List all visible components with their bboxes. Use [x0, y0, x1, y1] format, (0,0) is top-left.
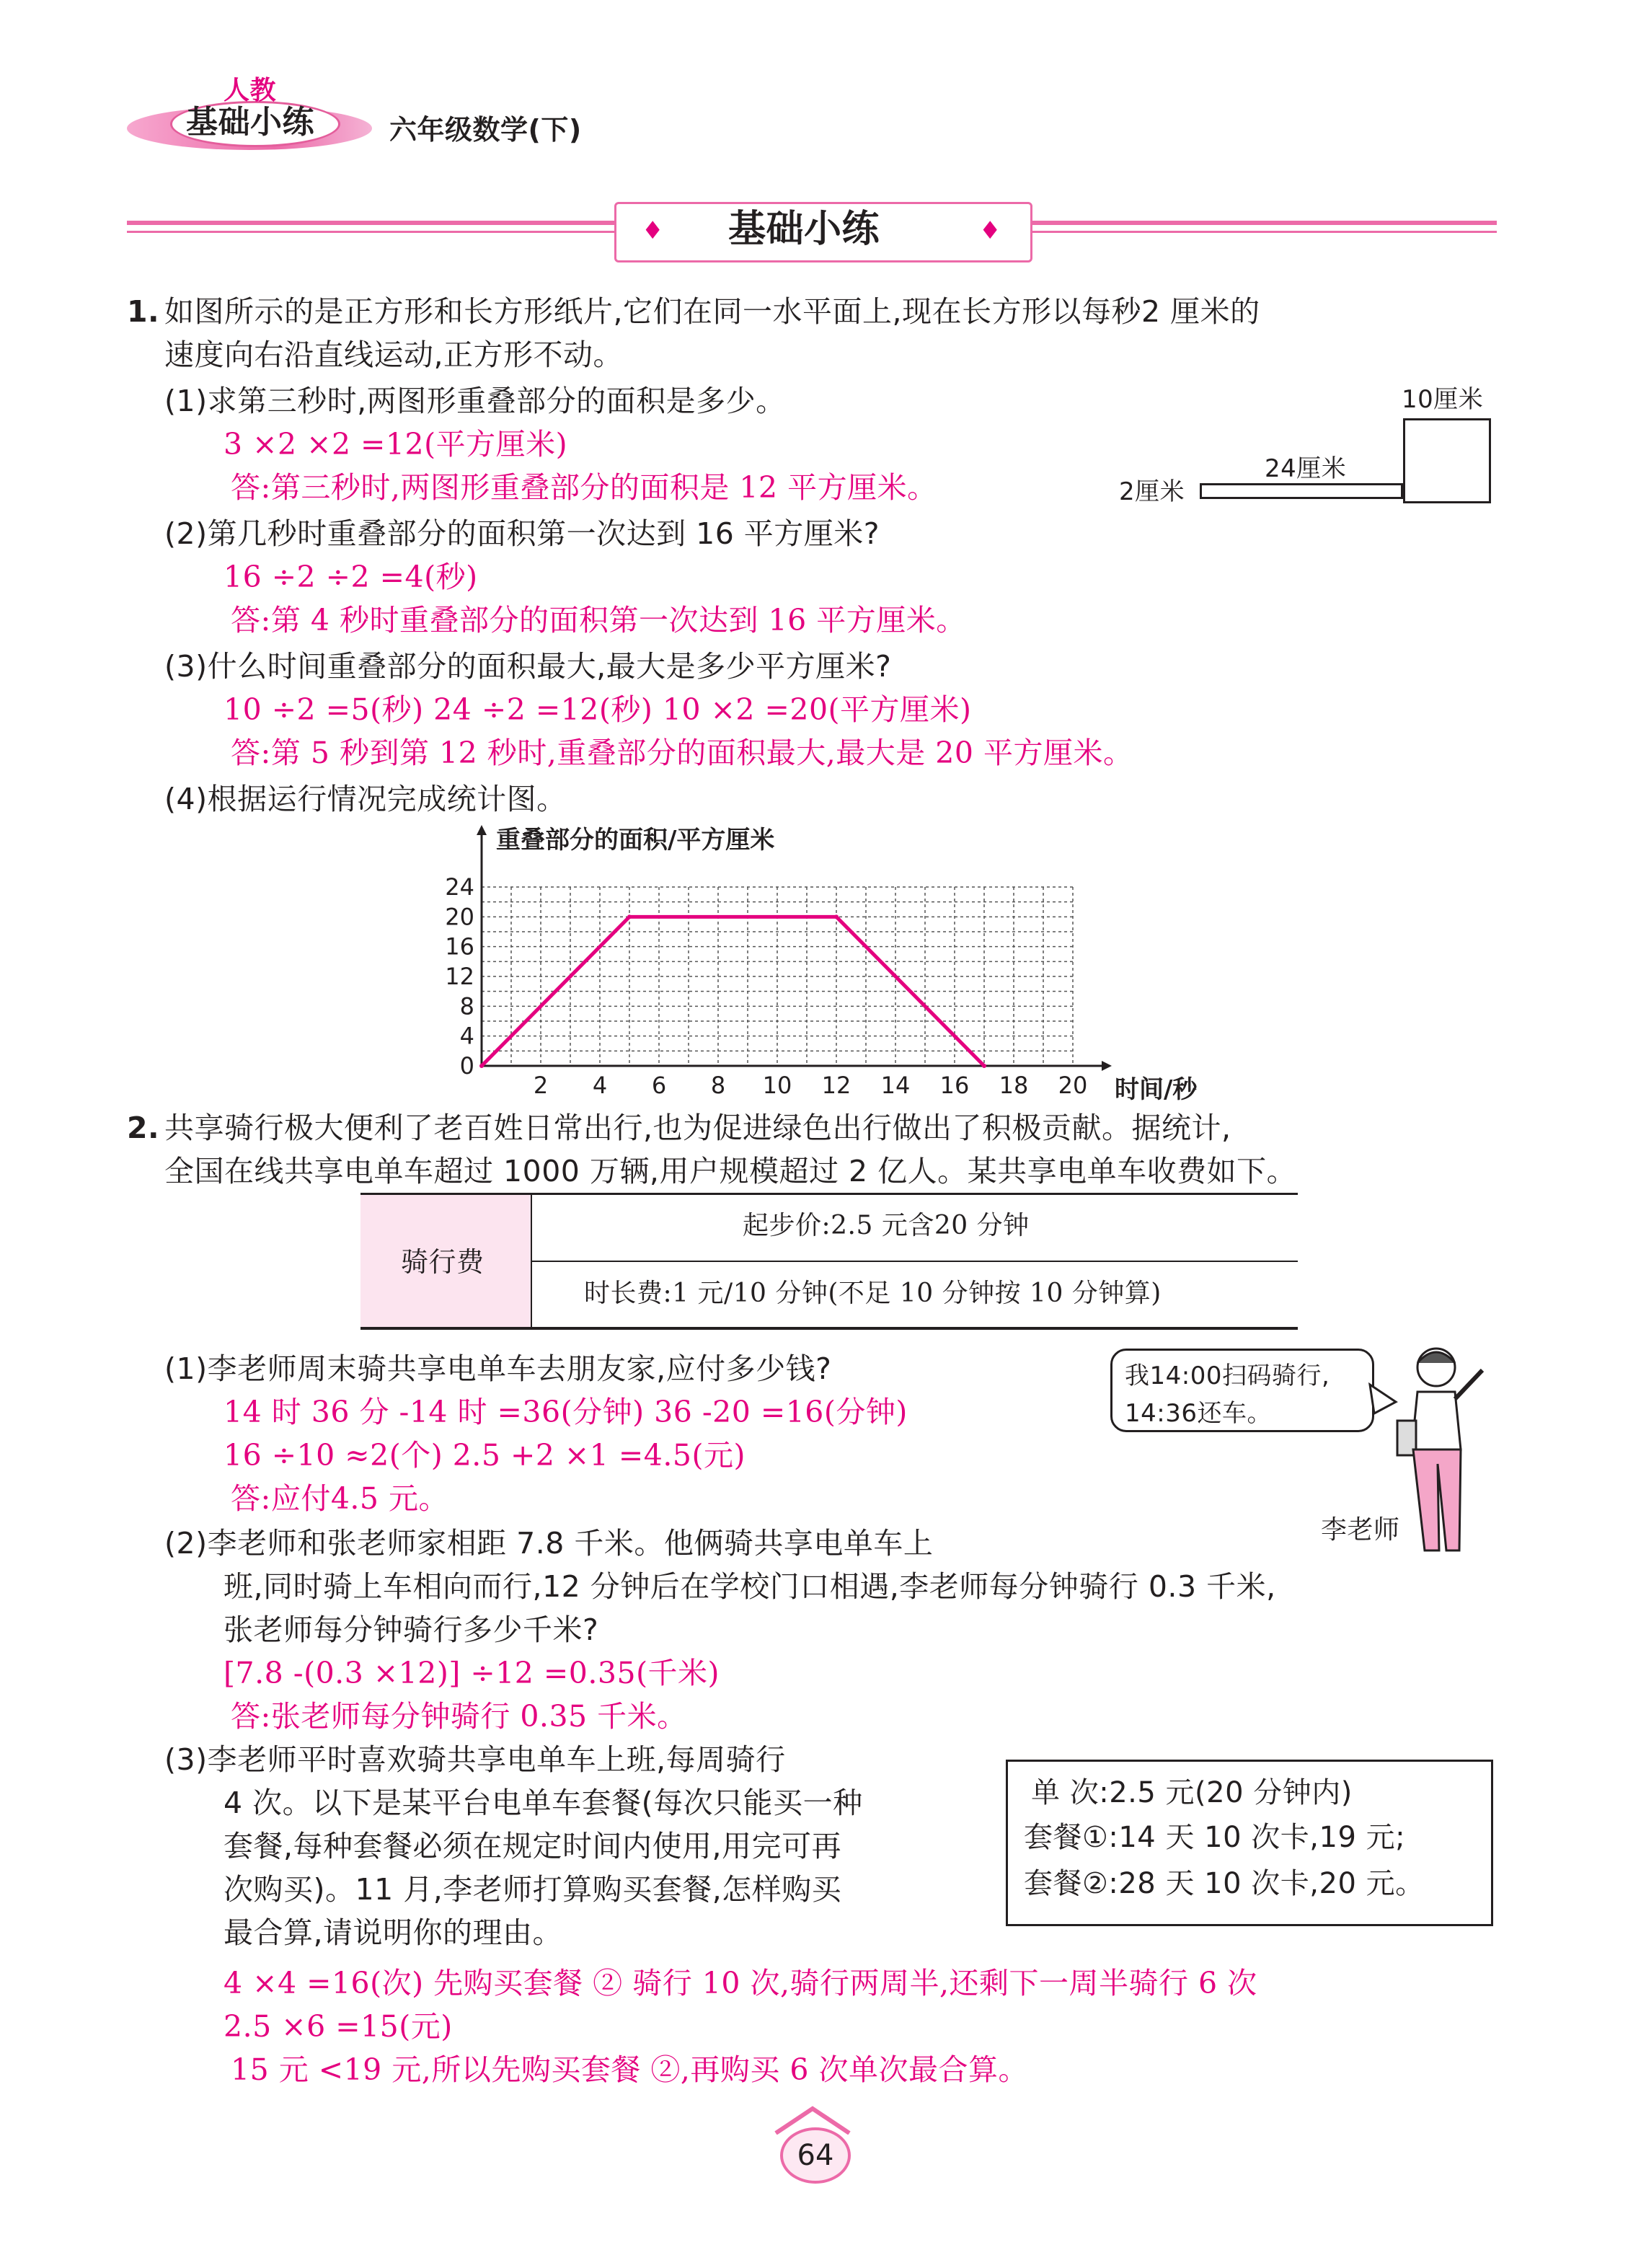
y-tick-label: 16	[445, 932, 474, 961]
x-tick-label: 8	[710, 1072, 726, 1099]
data-point	[834, 914, 839, 919]
q2-p3-calc2: 2.5 ×6 =15(元)	[224, 2009, 453, 2044]
page-number: 64	[780, 2127, 851, 2184]
q1-p2-question: (2)第几秒时重叠部分的面积第一次达到 16 平方厘米?	[164, 516, 880, 551]
table-row-header: 骑行费	[401, 1246, 485, 1278]
q2-p3-question-line3: 套餐,每种套餐必须在规定时间内使用,用完可再	[224, 1829, 842, 1863]
q2-number: 2.	[127, 1111, 160, 1145]
y-tick-label: 4	[459, 1022, 474, 1050]
data-point	[479, 1064, 484, 1068]
package-single: 单 次:2.5 元(20 分钟内)	[1031, 1776, 1353, 1809]
banner-line-left	[127, 221, 614, 225]
q1-p3-answer: 答:第 5 秒到第 12 秒时,重叠部分的面积最大,最大是 20 平方厘米。	[231, 736, 1133, 770]
y-tick-label: 20	[445, 903, 474, 931]
figure-square-label: 10厘米	[1402, 385, 1484, 414]
banner-title: 基础小练	[728, 208, 880, 251]
table-row2: 时长费:1 元/10 分钟(不足 10 分钟按 10 分钟算)	[584, 1279, 1162, 1308]
q2-p3-calc1: 4 ×4 =16(次) 先购买套餐 ② 骑行 10 次,骑行两周半,还剩下一周半骑行 6 次	[224, 1966, 1257, 2000]
q1-p4-question: (4)根据运行情况完成统计图。	[164, 782, 567, 816]
x-tick-label: 2	[533, 1072, 549, 1099]
q2-stem-line2: 全国在线共享电单车超过 1000 万辆,用户规模超过 2 亿人。某共享电单车收费如下。	[164, 1154, 1297, 1188]
x-tick-label: 12	[821, 1072, 851, 1099]
q1-p1-calc: 3 ×2 ×2 =12(平方厘米)	[224, 427, 568, 462]
table-bottom-rule	[360, 1327, 1298, 1330]
q1-p3-calc: 10 ÷2 =5(秒) 24 ÷2 =12(秒) 10 ×2 =20(平方厘米)	[224, 692, 972, 727]
q2-p3-calc3: 15 元 <19 元,所以先购买套餐 ②,再购买 6 次单次最合算。	[231, 2052, 1029, 2087]
teacher-shirt	[1412, 1392, 1461, 1450]
brand-logo: 基础小练	[186, 104, 314, 141]
y-tick-label: 12	[445, 963, 474, 990]
q1-p2-answer: 答:第 4 秒时重叠部分的面积第一次达到 16 平方厘米。	[231, 603, 966, 637]
q2-p2-question-line3: 张老师每分钟骑行多少千米?	[224, 1612, 599, 1647]
y-tick-label: 8	[459, 992, 474, 1020]
q2-p3-question-line4: 次购买)。11 月,李老师打算购买套餐,怎样购买	[224, 1872, 842, 1907]
q2-p3-question-line5: 最合算,请说明你的理由。	[224, 1915, 563, 1950]
x-tick-label: 14	[880, 1072, 911, 1099]
bubble-tail	[1370, 1385, 1396, 1413]
teacher-label: 李老师	[1321, 1515, 1400, 1545]
bubble-line2: 14:36还车。	[1125, 1399, 1272, 1428]
y-axis-arrow	[477, 825, 487, 835]
figure-square	[1403, 418, 1491, 503]
q1-stem-line2: 速度向右沿直线运动,正方形不动。	[164, 337, 624, 372]
q1-p2-calc: 16 ÷2 ÷2 =4(秒)	[224, 560, 478, 594]
x-axis-arrow	[1102, 1061, 1112, 1071]
q2-p1-question: (1)李老师周末骑共享电单车去朋友家,应付多少钱?	[164, 1351, 832, 1386]
q1-p1-answer: 答:第三秒时,两图形重叠部分的面积是 12 平方厘米。	[231, 470, 937, 505]
package-1: 套餐①:14 天 10 次卡,19 元;	[1024, 1821, 1406, 1854]
fee-table	[360, 1193, 1298, 1330]
teacher-arm	[1455, 1370, 1482, 1399]
y-axis-label: 重叠部分的面积/平方厘米	[496, 826, 775, 855]
banner-line-right-2	[1028, 231, 1497, 233]
q2-p2-calc: [7.8 -(0.3 ×12)] ÷12 =0.35(千米)	[224, 1656, 720, 1690]
bubble-line1: 我14:00扫码骑行,	[1125, 1362, 1330, 1390]
q2-p3-question-line1: (3)李老师平时喜欢骑共享电单车上班,每周骑行	[164, 1742, 786, 1777]
x-tick-label: 10	[762, 1072, 792, 1099]
brand-top: 人教	[224, 76, 277, 105]
figure-rectangle	[1200, 483, 1403, 499]
q2-p3-question-line2: 4 次。以下是某平台电单车套餐(每次只能买一种	[224, 1786, 863, 1820]
figure-length-label: 24厘米	[1265, 454, 1347, 483]
q2-p2-answer: 答:张老师每分钟骑行 0.35 千米。	[231, 1699, 687, 1734]
teacher-pants	[1413, 1450, 1461, 1550]
banner-line-right	[1028, 221, 1497, 225]
y-tick-label: 24	[445, 873, 474, 901]
q1-p1-question: (1)求第三秒时,两图形重叠部分的面积是多少。	[164, 384, 786, 418]
x-tick-label: 4	[592, 1072, 608, 1099]
x-tick-label: 20	[1058, 1072, 1088, 1099]
data-point	[627, 914, 632, 919]
banner-diamond-left: ♦	[642, 216, 664, 245]
banner-line-left-2	[127, 231, 614, 233]
q2-p1-calc2: 16 ÷10 ≈2(个) 2.5 +2 ×1 =4.5(元)	[224, 1438, 746, 1473]
x-tick-label: 16	[939, 1072, 970, 1099]
q2-p1-calc1: 14 时 36 分 -14 时 =36(分钟) 36 -20 =16(分钟)	[224, 1395, 908, 1429]
x-axis-label: 时间/秒	[1115, 1075, 1198, 1104]
table-mid-rule	[532, 1261, 1298, 1262]
q1-number: 1.	[127, 294, 160, 329]
banner-diamond-right: ♦	[979, 216, 1001, 245]
x-tick-label: 18	[999, 1072, 1029, 1099]
figure-width-label: 2厘米	[1119, 477, 1185, 506]
q1-p3-question: (3)什么时间重叠部分的面积最大,最大是多少平方厘米?	[164, 649, 892, 684]
q1-stem-line1: 如图所示的是正方形和长方形纸片,它们在同一水平面上,现在长方形以每秒2 厘米的	[164, 294, 1260, 329]
header-subtitle: 六年级数学(下)	[389, 114, 582, 146]
q2-stem-line1: 共享骑行极大便利了老百姓日常出行,也为促进绿色出行做出了积极贡献。据统计,	[164, 1111, 1231, 1145]
series-line	[482, 917, 984, 1066]
data-point	[982, 1064, 986, 1068]
overlap-area-chart	[433, 822, 1226, 1111]
q2-p1-answer: 答:应付4.5 元。	[231, 1481, 449, 1516]
q2-p2-question-line1: (2)李老师和张老师家相距 7.8 千米。他俩骑共享电单车上	[164, 1526, 934, 1561]
q2-p2-question-line2: 班,同时骑上车相向而行,12 分钟后在学校门口相遇,李老师每分钟骑行 0.3 千米,	[224, 1569, 1276, 1604]
y-tick-label: 0	[459, 1052, 474, 1080]
x-tick-label: 6	[651, 1072, 667, 1099]
table-row1: 起步价:2.5 元含20 分钟	[743, 1211, 1030, 1240]
package-2: 套餐②:28 天 10 次卡,20 元。	[1024, 1867, 1425, 1900]
